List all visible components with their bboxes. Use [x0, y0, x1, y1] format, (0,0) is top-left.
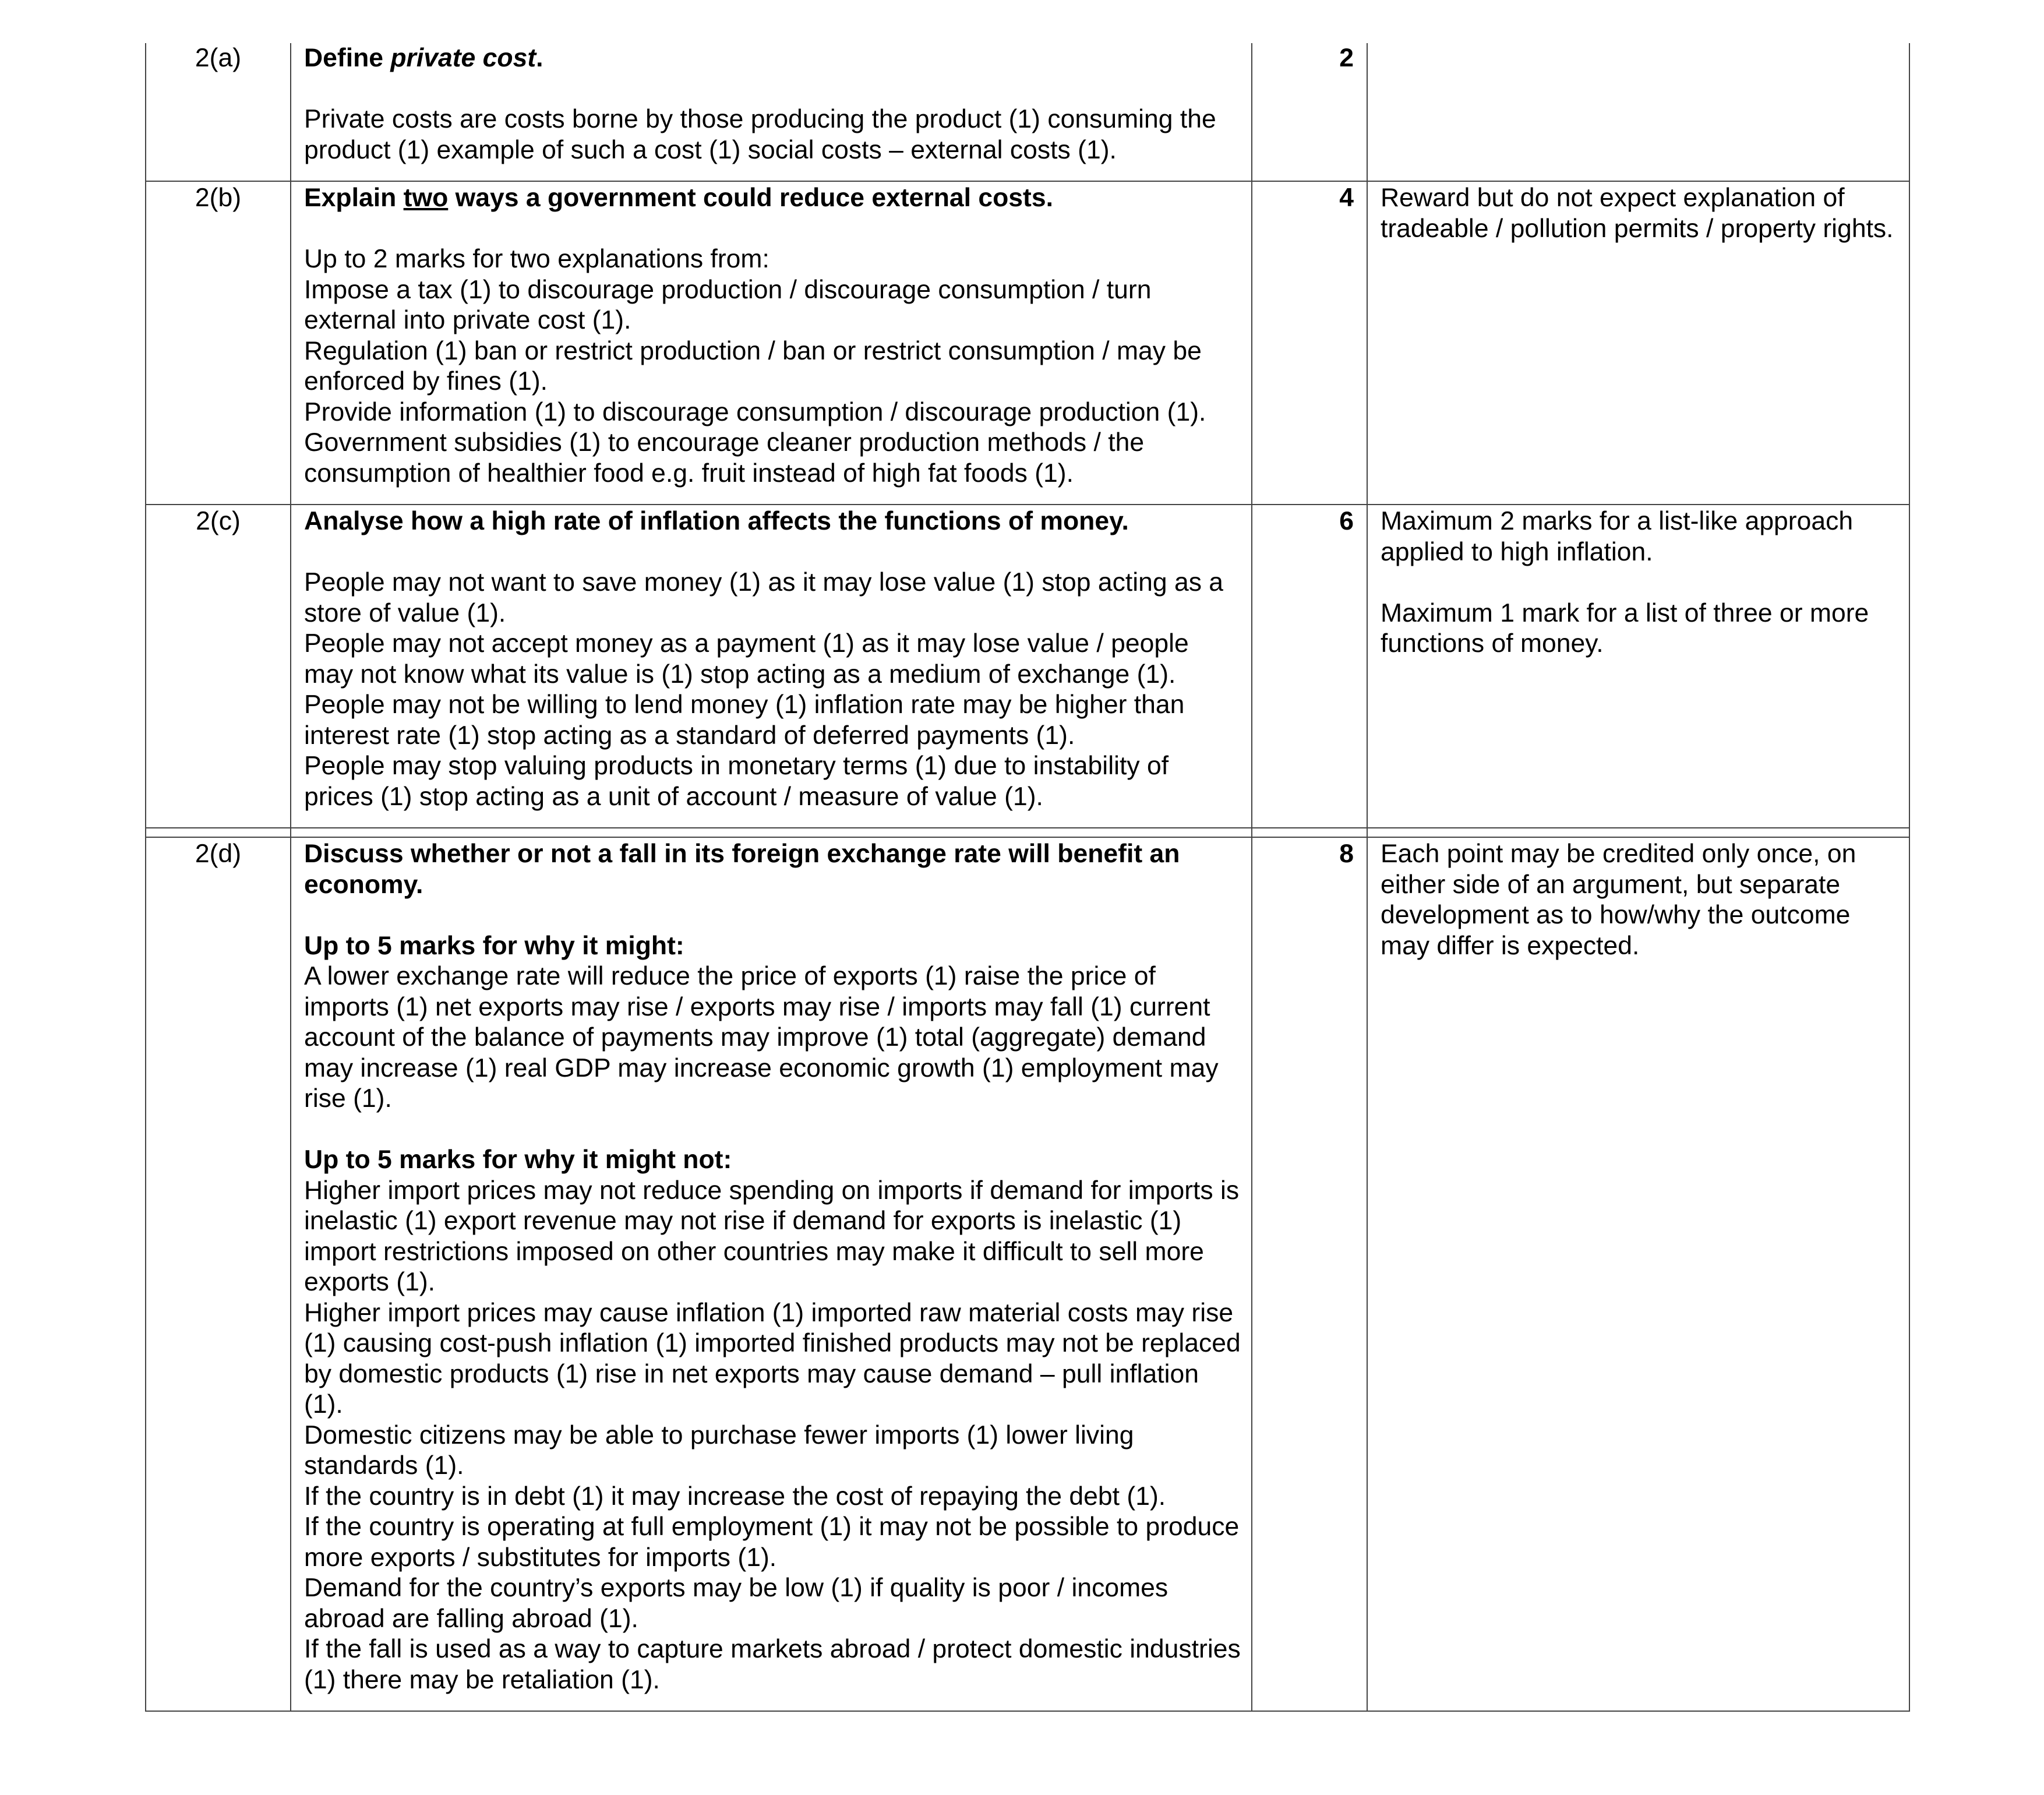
guidance-text: Reward but do not expect explanation of tradeable / pollution permits / property rights. — [1381, 184, 1894, 243]
guidance-cell — [1367, 505, 1909, 828]
section-heading: Up to 5 marks for why it might not: — [304, 1145, 732, 1174]
question-number: 2(a) — [146, 43, 291, 181]
answer-line: People may not want to save money (1) as it may lose value (1) stop acting as a store of value (1). — [304, 568, 1224, 627]
answer-cell — [291, 43, 1252, 181]
guidance-cell — [1367, 43, 1909, 181]
answer-line: People may stop valuing products in monetary terms (1) due to instability of prices (1) stop acting as a unit of account / measure of value (1). — [304, 752, 1169, 811]
answer-text: A lower exchange rate will reduce the price of exports (1) raise the price of imports (1) net exports may rise / exports may rise / imports may fall (1) current account of the balance of payments may improve (1) total (aggregate) demand may increase (1) real GDP may increase economic growth (1) employment may rise (1). — [304, 962, 1219, 1113]
question-text: Explain two ways a government could reduce external costs. — [304, 184, 1053, 212]
spacer — [1381, 567, 1898, 598]
guidance-text: Maximum 1 mark for a list of three or more functions of money. — [1381, 598, 1869, 658]
guidance-text: Each point may be credited only once, on either side of an argument, but separate development as to how/why the outcome may differ is expected. — [1381, 840, 1856, 960]
answer-line: Government subsidies (1) to encourage cleaner production methods / the consumption of healthier food e.g. fruit instead of high fat foods (1). — [304, 428, 1145, 488]
answer-line: Higher import prices may cause inflation (1) imported raw material costs may rise (1) causing cost-push inflation (1) imported finished products may not be replaced by domestic products (1) rise in net exports may cause demand – pull inflation (1). — [304, 1298, 1241, 1419]
answer-line: Domestic citizens may be able to purchase fewer imports (1) lower living standards (1). — [304, 1420, 1134, 1480]
guidance-cell — [1367, 181, 1909, 505]
answer-line: People may not accept money as a payment (1) as it may lose value / people may not know what its value is (1) stop acting as a medium of exchange (1). — [304, 629, 1189, 689]
answer-line: If the country is operating at full employment (1) it may not be possible to produce more exports / substitutes for imports (1). — [304, 1512, 1240, 1572]
marks-value: 8 — [1252, 837, 1367, 1711]
question-number: 2(d) — [146, 837, 291, 1711]
table-row-2b — [146, 181, 1909, 505]
question-text: Define private cost. — [304, 44, 543, 72]
answer-line: Provide information (1) to discourage consumption / discourage production (1). — [304, 397, 1206, 426]
marks-value: 4 — [1252, 181, 1367, 505]
answer-line: If the fall is used as a way to capture markets abroad / protect domestic industries (1) there may be retaliation (1). — [304, 1635, 1241, 1694]
question-number: 2(c) — [146, 505, 291, 828]
question-number: 2(b) — [146, 181, 291, 505]
section-heading: Up to 5 marks for why it might: — [304, 931, 684, 960]
table-row-2c — [146, 505, 1909, 828]
question-text: Discuss whether or not a fall in its foreign exchange rate will benefit an economy. — [304, 840, 1180, 899]
mark-scheme-table — [145, 43, 1910, 1712]
table-row-2d — [146, 837, 1909, 1711]
guidance-text: Maximum 2 marks for a list-like approach applied to high inflation. — [1381, 507, 1854, 566]
answer-cell — [291, 837, 1252, 1711]
answer-line: People may not be willing to lend money (1) inflation rate may be higher than interest rate (1) stop acting as a standard of deferred payments (1). — [304, 690, 1185, 750]
answer-cell — [291, 505, 1252, 828]
spacer — [304, 1115, 1241, 1145]
question-text: Analyse how a high rate of inflation affects the functions of money. — [304, 507, 1129, 535]
answer-line: If the country is in debt (1) it may increase the cost of repaying the debt (1). — [304, 1482, 1166, 1511]
table-row-2a — [146, 43, 1909, 181]
marks-value: 6 — [1252, 505, 1367, 828]
answer-line: Impose a tax (1) to discourage production / discourage consumption / turn external into private cost (1). — [304, 275, 1152, 334]
answer-line: Demand for the country’s exports may be low (1) if quality is poor / incomes abroad are falling abroad (1). — [304, 1574, 1168, 1633]
answer-cell — [291, 181, 1252, 505]
answer-text: Private costs are costs borne by those producing the product (1) consuming the product (1) example of such a cost (1) social costs – external costs (1). — [304, 105, 1216, 164]
answer-line: Higher import prices may not reduce spending on imports if demand for imports is inelastic (1) export revenue may not rise if demand for exports is inelastic (1) import restrictions imposed on other countries may make it difficult to sell more exports (1). — [304, 1176, 1240, 1296]
guidance-cell — [1367, 837, 1909, 1711]
answer-line: Up to 2 marks for two explanations from: — [304, 245, 769, 273]
marks-value: 2 — [1252, 43, 1367, 181]
answer-line: Regulation (1) ban or restrict production / ban or restrict consumption / may be enforced by fines (1). — [304, 336, 1202, 396]
row-divider — [146, 828, 1909, 837]
